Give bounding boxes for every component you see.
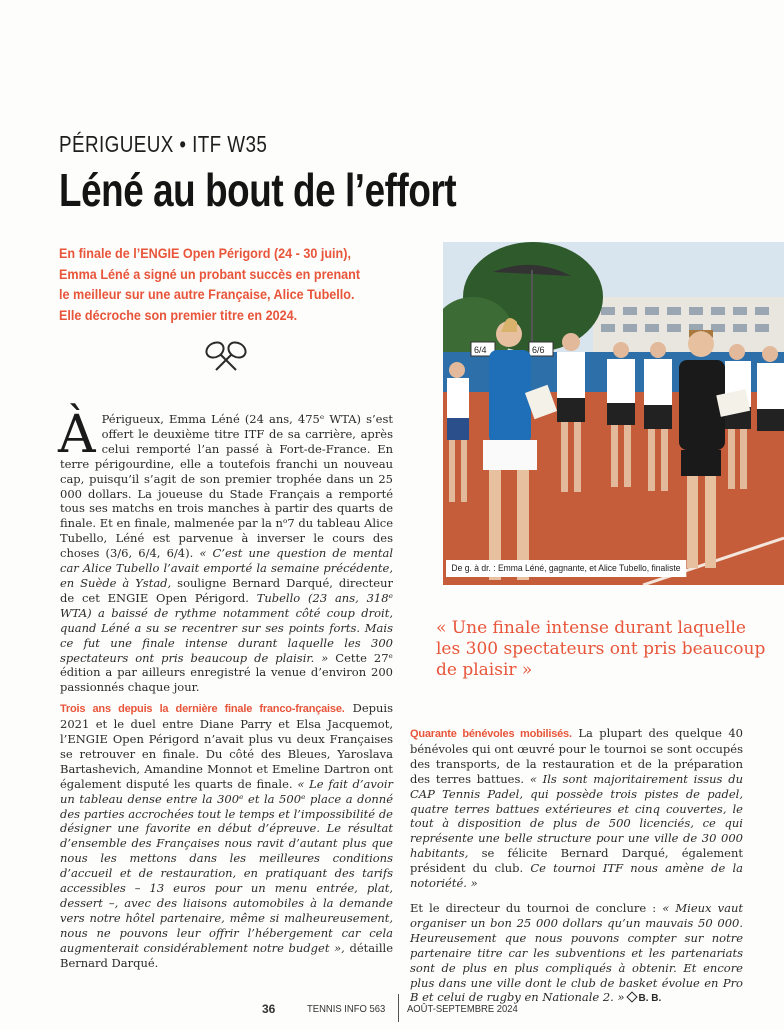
subhead-runin: Quarante bénévoles mobilisés. (410, 728, 572, 740)
magazine-name: TENNIS INFO 563 (307, 1003, 386, 1015)
text-run: détaille Bernard Darqué. (60, 940, 394, 970)
lede-line: Elle décroche son premier titre en 2024. (59, 306, 298, 323)
article-headline: Léné au bout de l’effort (59, 164, 457, 216)
quote-run: « C’est une question de mental car Alice Tubello l’avait emporté la semaine précédente, en Suède à Ystad, (60, 546, 394, 590)
text-run: se félicite Bernard Darqué, également président du club. (410, 846, 743, 876)
lede-line: En finale de l’ENGIE Open Périgord (24 - 30 juin), (59, 245, 351, 261)
paragraph (60, 701, 393, 970)
article-photo (443, 242, 784, 585)
text-run: Et le directeur du tournoi de conclure : (410, 900, 663, 915)
footer-divider (398, 994, 399, 1022)
text-run: Cette 27ᵉ édition a par ailleurs enregistré la venue d’environ 200 passionnés chaque jour. (60, 650, 393, 695)
page-footer (0, 1000, 784, 1020)
author-signature: B. B. (638, 993, 662, 1005)
article-body-right (410, 726, 743, 1013)
quote-run: « Ils sont majoritairement issus du CAP Tennis Padel, qui possède trois pistes de padel, quatre terres battues extérieures et cinq couvertes, le tout à disposition de plus de 500 licenciés, ce qui représente une belle structure pour une ville de 30 000 habitants, (410, 771, 743, 861)
pull-quote: « Une finale intense durant laquelle les 300 spectateurs ont pris beaucoup de plaisir » (436, 618, 766, 680)
text-run: Périgueux, Emma Léné (24 ans, 475ᵉ WTA) s’est offert le deuxième titre ITF de sa carrière, après celui remporté l’an passé à Fort-de-France. En terre périgourdine, elle a toutefois franchi un nouveau cap, puisqu’il s’agit de son premier trophée dans un 25 000 dollars. La joueuse du Stade Français a remporté tous ses matchs en trois manches à partir des quarts de finale. Et en finale, malmenée par la nᵒ7 du tableau Alice Tubello, Léné est parvenue à inverser le cours des choses (3/6, 6/4, 6/4). (60, 412, 393, 561)
paragraph (410, 726, 743, 891)
photo-illustration (443, 242, 784, 585)
lede-line: Emma Léné a signé un probant succès en prenant (59, 265, 361, 282)
article-lede (59, 243, 409, 325)
subhead-runin: Trois ans depuis la dernière finale franco-française. (60, 703, 345, 716)
crossed-tennis-rackets-icon (203, 340, 249, 374)
text-run: souligne Bernard Darqué, directeur de cet ENGIE Open Périgord. (60, 575, 394, 605)
quote-run: Tubello (23 ans, 318ᵉ WTA) a baissé de rythme notamment côté coup droit, quand Léné a su se recentrer sur ses points forts. Mais ce fut une finale intense durant laquelle les 300 spectateurs ont pris beaucoup de plaisir. » (60, 590, 393, 665)
quote-run: Ce tournoi ITF nous amène de la notoriété. » (410, 861, 743, 891)
scoreboard-a: 6/4 (474, 345, 487, 355)
quote-run: « Le fait d’avoir un tableau dense entre la 300ᵉ et la 500ᵉ place a donné des parties accrochées tout le temps et l’impossibilité de désigner une favorite en début d’épreuve. Le résultat d’ensemble des Françaises nous ravit d’autant plus que nous les mettons dans les meilleures conditions d’accueil et de restauration, en pratiquant des tarifs accessibles – 13 euros pour un menu entrée, plat, dessert –, avec des liaisons automobiles à la demande vers notre hôtel partenaire, même si malheureusement, nous ne pouvons leur offrir l’hébergement car cela augmenterait considérablement notre budget », (60, 776, 393, 955)
photo-caption: De g. à dr. : Emma Léné, gagnante, et Alice Tubello, finaliste (446, 560, 686, 577)
scoreboard-b: 6/6 (532, 345, 545, 355)
drop-cap: À (58, 405, 96, 465)
paragraph (410, 901, 743, 1007)
page-number: 36 (262, 1002, 276, 1016)
section-kicker: PÉRIGUEUX • ITF W35 (59, 131, 268, 157)
issue-date: AOÛT-SEPTEMBRE 2024 (407, 1003, 518, 1015)
lede-line: le meilleur sur une autre Française, Alice Tubello. (59, 286, 355, 302)
article-body-left (58, 405, 394, 977)
text-run: Depuis 2021 et le duel entre Diane Parry et Elsa Jacquemot, l’ENGIE Open Périgord n’avait plus vu deux Françaises se retrouver en finale. Du côté des Bleues, Yaroslava Bartashevich, Amandine Monnot et Emeline Dartron ont également disputé les quarts de finale. (60, 701, 394, 791)
paragraph (58, 405, 394, 695)
text-run: La plupart des quelque 40 bénévoles qui ont œuvré pour le tournoi se sont occupés des transports, de la restauration et de la préparation des terres battues. (410, 726, 743, 786)
quote-run: « Mieux vaut organiser un bon 25 000 dollars qu’un mauvais 50 000. Heureusement que nous pouvons compter sur notre partenaire titre car les subventions et les partenariats sont de plus en plus compliqués à obtenir. Et encore plus dans une ville dont le club de basket évolue en Pro B et celui de rugby en Nationale 2. » (410, 900, 743, 1005)
